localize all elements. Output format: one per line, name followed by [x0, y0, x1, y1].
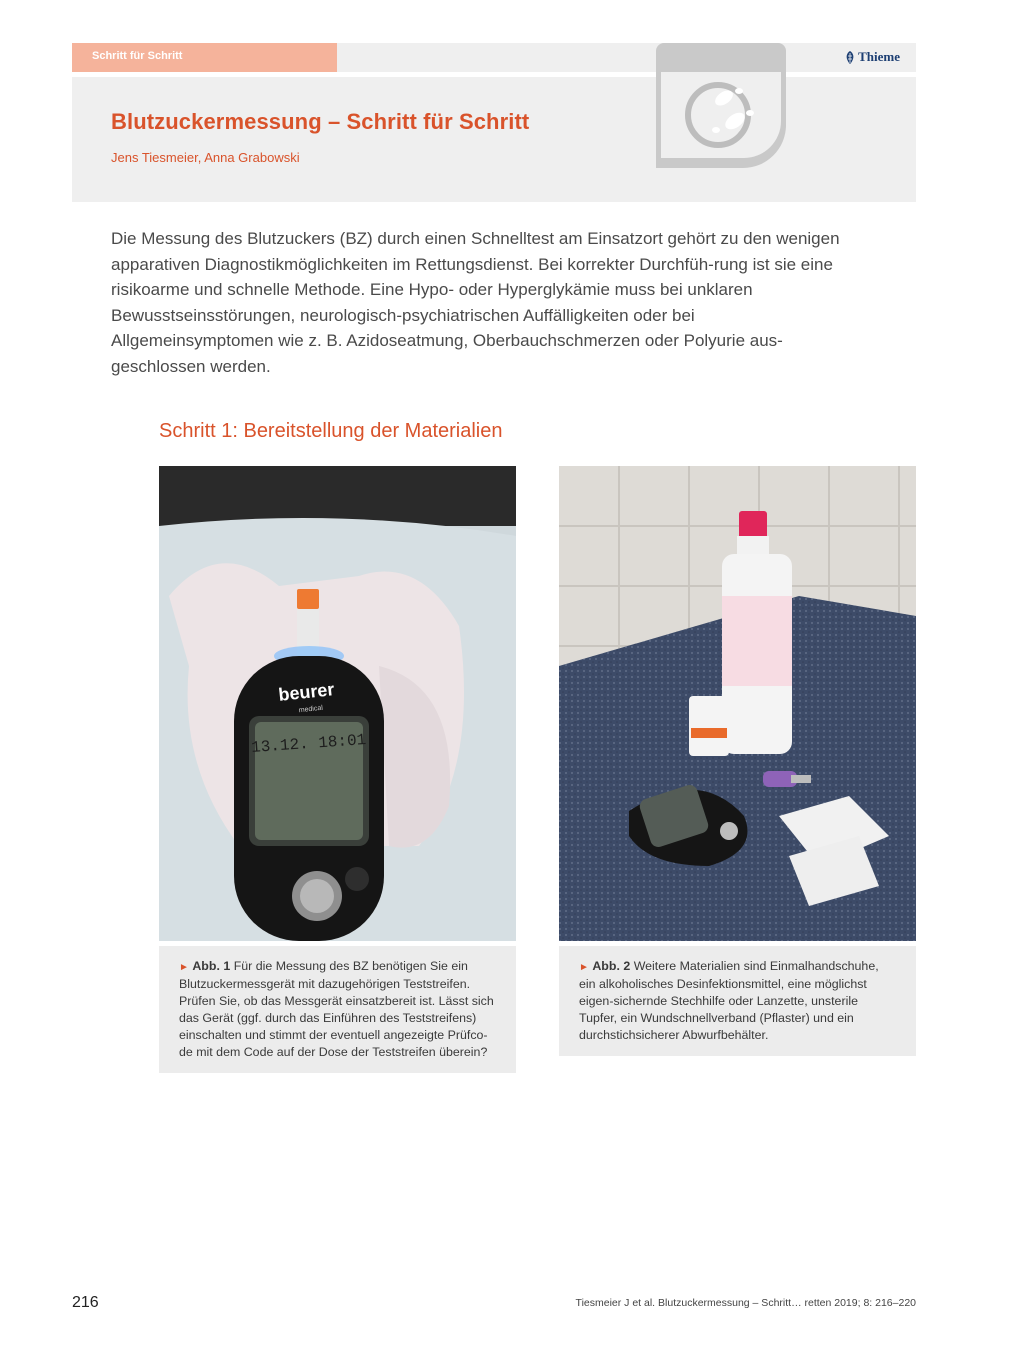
figure-1-photo — [159, 466, 516, 941]
thieme-logo-icon — [845, 51, 855, 64]
figure-1-caption-text: Für die Messung des BZ benötigen Sie ein Blutzuckermessgerät mit dazugehörigen Teststreifen. Prüfen Sie, ob das Messgerät einsatzbereit ist. Lässt sich das Gerät (ggf. durch das Einführen des Teststreifens) einschalten und stimmt der eventuell angezeigte Prüfco-de mit dem Code auf der Dose der Teststreifen überein? — [179, 959, 494, 1059]
figure-2-label: Abb. 2 — [592, 959, 631, 973]
article-header — [72, 77, 916, 202]
section-tag: Schritt für Schritt — [72, 43, 337, 72]
publisher-name: Thieme — [858, 49, 900, 64]
step-1-heading: Schritt 1: Bereitstellung der Materialien — [159, 420, 503, 442]
page-number: 216 — [72, 1294, 99, 1311]
figure-2-caption-text: Weitere Materialien sind Einmalhandschuhe, ein alkoholisches Desinfektionsmittel, eine möglichst eigen-sichernde Stechhilfe oder Lanzette, unsterile Tupfer, ein Wundschnellverband (Pflaster) und ein durchstichsicherer Abwurfbehälter. — [579, 959, 879, 1042]
figure-1-label: Abb. 1 — [192, 959, 231, 973]
meter-display-text: 13.12. 18:01 — [250, 731, 367, 758]
caption-arrow-icon: ► — [579, 962, 589, 973]
article-authors: Jens Tiesmeier, Anna Grabowski — [111, 150, 300, 165]
figure-2-caption — [559, 946, 916, 1056]
meter-brand-text: beurer — [277, 679, 336, 705]
citation: Tiesmeier J et al. Blutzuckermessung – Schritt… retten 2019; 8: 216–220 — [575, 1297, 916, 1309]
figure-2-photo — [559, 466, 916, 941]
caption-arrow-icon: ► — [179, 962, 189, 973]
intro-paragraph: Die Messung des Blutzuckers (BZ) durch einen Schnelltest am Einsatzort gehört zu den wenigen apparativen Diagnostikmöglichkeiten im Rettungsdienst. Bei korrekter Durchfüh-rung ist sie eine risikoarme und schnelle Methode. Eine Hypo- oder Hyperglykämie muss bei unklaren Bewusstseinsstörungen, neurologisch-psychiatrischen Auffälligkeiten oder bei Allgemeinsymptomen wie z. B. Azidoseatmung, Oberbauchschmerzen oder Polyurie aus-geschlossen werden. — [111, 229, 840, 376]
article-title: Blutzuckermessung – Schritt für Schritt — [111, 109, 530, 134]
footprints-badge-icon — [656, 43, 786, 168]
figure-1-caption — [159, 946, 516, 1073]
meter-brand-sub-text: medical — [298, 704, 324, 715]
publisher-logo — [845, 49, 900, 65]
top-bar — [72, 43, 916, 72]
